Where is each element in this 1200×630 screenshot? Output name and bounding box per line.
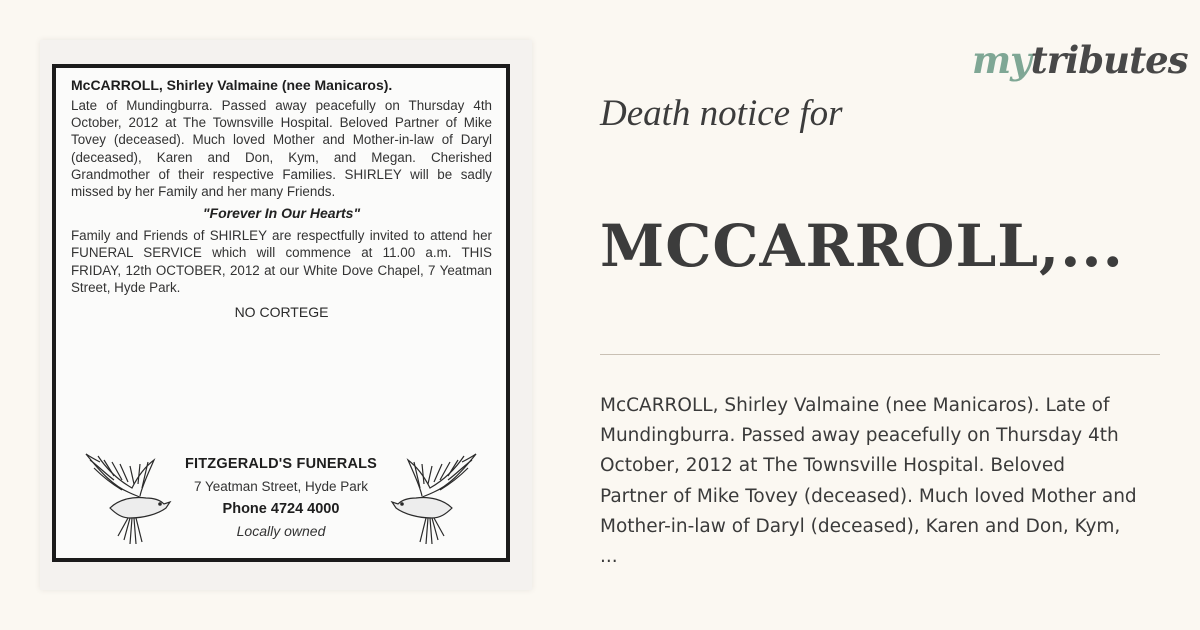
page-subtitle: Death notice for [600,93,843,134]
notice-cortege: NO CORTEGE [234,304,329,321]
excerpt-line: Mundingburra. Passed away peacefully on Thursday 4th [600,425,1119,447]
excerpt-line: Mother-in-law of Daryl (deceased), Karen and Don, Kym, [600,515,1121,537]
excerpt-ellipsis: ... [600,546,618,568]
page-title: MCCARROLL,... [600,212,1124,280]
funeral-home-address: 7 Yeatman Street, Hyde Park [193,479,369,494]
excerpt-line: October, 2012 at The Townsville Hospital. Beloved [600,455,1065,477]
notice-heading: McCARROLL, Shirley Valmaine (nee Manicaros). [71,77,393,93]
funeral-home-block [56,452,506,552]
logo-my: my [972,38,1031,82]
logo-tributes: tributes [1030,38,1188,82]
funeral-home-phone: Phone 4724 4000 [222,501,340,517]
excerpt-line: McCARROLL, Shirley Valmaine (nee Manicaros). Late of [600,395,1110,416]
notice-quote: "Forever In Our Hearts" [202,205,361,222]
notice-paragraph-2: Family and Friends of SHIRLEY are respectfully invited to attend her FUNERAL SERVICE which will commence at 11.00 a.m. THIS FRIDAY, 12th OCTOBER, 2012 at our White Dove Chapel, 7 Yeatman Street, Hyde Park. [71,228,492,295]
funeral-home-name: FITZGERALD'S FUNERALS [184,456,378,472]
funeral-home-tagline: Locally owned [236,523,326,539]
mytributes-logo[interactable] [972,38,1188,82]
notice-excerpt [600,391,1185,572]
death-notice-clipping [52,64,510,562]
notice-paragraph-1: Late of Mundingburra. Passed away peacefully on Thursday 4th October, 2012 at The Townsville Hospital. Beloved Partner of Mike Tovey (deceased). Much loved Mother and Mother-in-law of Daryl (deceased), Karen and Don, Kym, and Megan. Cherished Grandmother of their respective Families. SHIRLEY will be sadly missed by her Family and her many Friends. [71,98,492,200]
excerpt-line: Partner of Mike Tovey (deceased). Much loved Mother and [600,485,1137,507]
divider [600,354,1160,355]
